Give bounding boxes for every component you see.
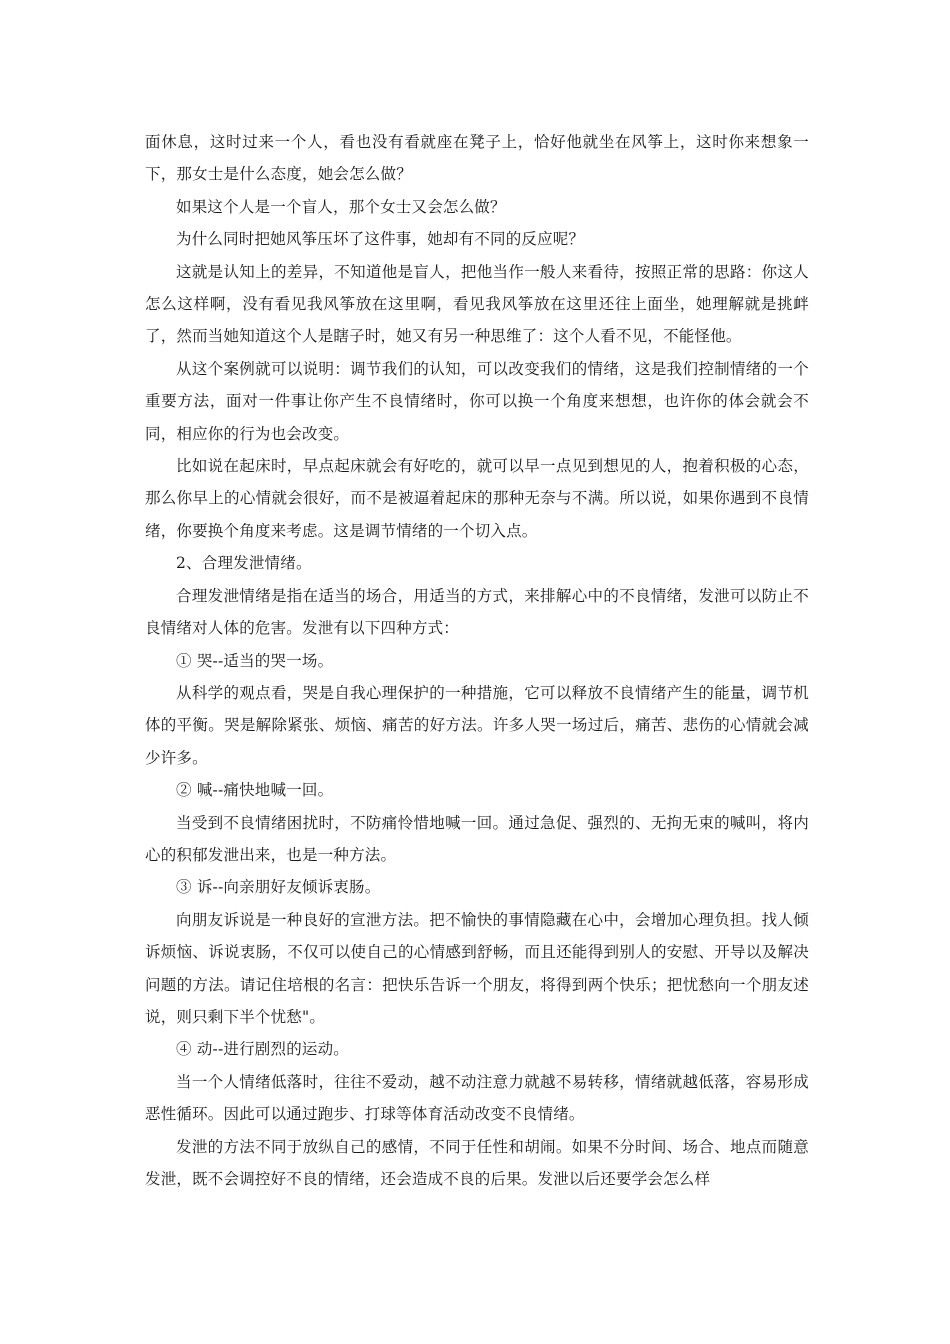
section-heading: 2、合理发泄情绪。 [176,554,312,573]
paragraph: 比如说在起床时，早点起床就会有好吃的，就可以早一点见到想见的人，抱着积极的心态，那么你早上的心情就会很好，而不是被逼着起床的那种无奈与不满。所以说，如果你遇到不良情绪，你要换个角度来考虑。这是调节情绪的一个切入点。 [145,457,809,540]
paragraph: 这就是认知上的差异，不知道他是盲人，把他当作一般人来看待，按照正常的思路：你这人怎么这样啊，没有看见我风筝放在这里啊，看见我风筝放在这里还往上面坐，她理解就是挑衅了，然而当她知道这个人是瞎子时，她又有另一种思维了：这个人看不见，不能怪他。 [145,262,809,346]
list-item-heading: ③ 诉--向亲朋好友倾诉衷肠。 [176,878,381,897]
paragraph: 为什么同时把她风筝压坏了这件事，她却有不同的反应呢？ [176,230,585,249]
paragraph: 如果这个人是一个盲人，那个女士又会怎么做？ [176,197,506,216]
list-item-heading: ① 哭--适当的哭一场。 [176,651,334,670]
paragraph: 从科学的观点看，哭是自我心理保护的一种措施，它可以释放不良情绪产生的能量，调节机体的平衡。哭是解除紧张、烦恼、痛苦的好方法。许多人哭一场过后，痛苦、悲伤的心情就会减少许多。 [145,683,809,767]
paragraph: 当受到不良情绪困扰时，不防痛怜惜地喊一回。通过急促、强烈的、无拘无束的喊叫，将内心的积郁发泄出来，也是一种方法。 [145,813,809,864]
paragraph: 发泄的方法不同于放纵自己的感情，不同于任性和胡闹。如果不分时间、场合、地点而随意发泄，既不会调控好不良的情绪，还会造成不良的后果。发泄以后还要学会怎么样 [145,1137,809,1188]
paragraph: 面休息，这时过来一个人，看也没有看就座在凳子上，恰好他就坐在风筝上，这时你来想象一下，那女士是什么态度，她会怎么做？ [145,133,809,184]
list-item-heading: ④ 动--进行剧烈的运动。 [176,1040,350,1059]
list-item-heading: ② 喊--痛快地喊一回。 [176,781,334,800]
paragraph: 向朋友诉说是一种良好的宣泄方法。把不愉快的事情隐藏在心中，会增加心理负担。找人倾诉烦恼、诉说衷肠，不仅可以使自己的心情感到舒畅，而且还能得到别人的安慰、开导以及解决问题的方法。请记住培根的名言：把快乐告诉一个朋友，将得到两个快乐；把忧愁向一个朋友述说，则只剩下半个忧愁"。 [145,910,809,1026]
paragraph: 当一个人情绪低落时，往往不爱动，越不动注意力就越不易转移，情绪就越低落，容易形成恶性循环。因此可以通过跑步、打球等体育活动改变不良情绪。 [145,1072,809,1124]
document-page [145,126,809,1195]
paragraph: 从这个案例就可以说明：调节我们的认知，可以改变我们的情绪，这是我们控制情绪的一个重要方法，面对一件事让你产生不良情绪时，你可以换一个角度来想想，也许你的体会就会不同，相应你的行为也会改变。 [145,359,809,443]
paragraph: 合理发泄情绪是指在适当的场合，用适当的方式，来排解心中的不良情绪，发泄可以防止不良情绪对人体的危害。发泄有以下四种方式： [145,586,809,638]
